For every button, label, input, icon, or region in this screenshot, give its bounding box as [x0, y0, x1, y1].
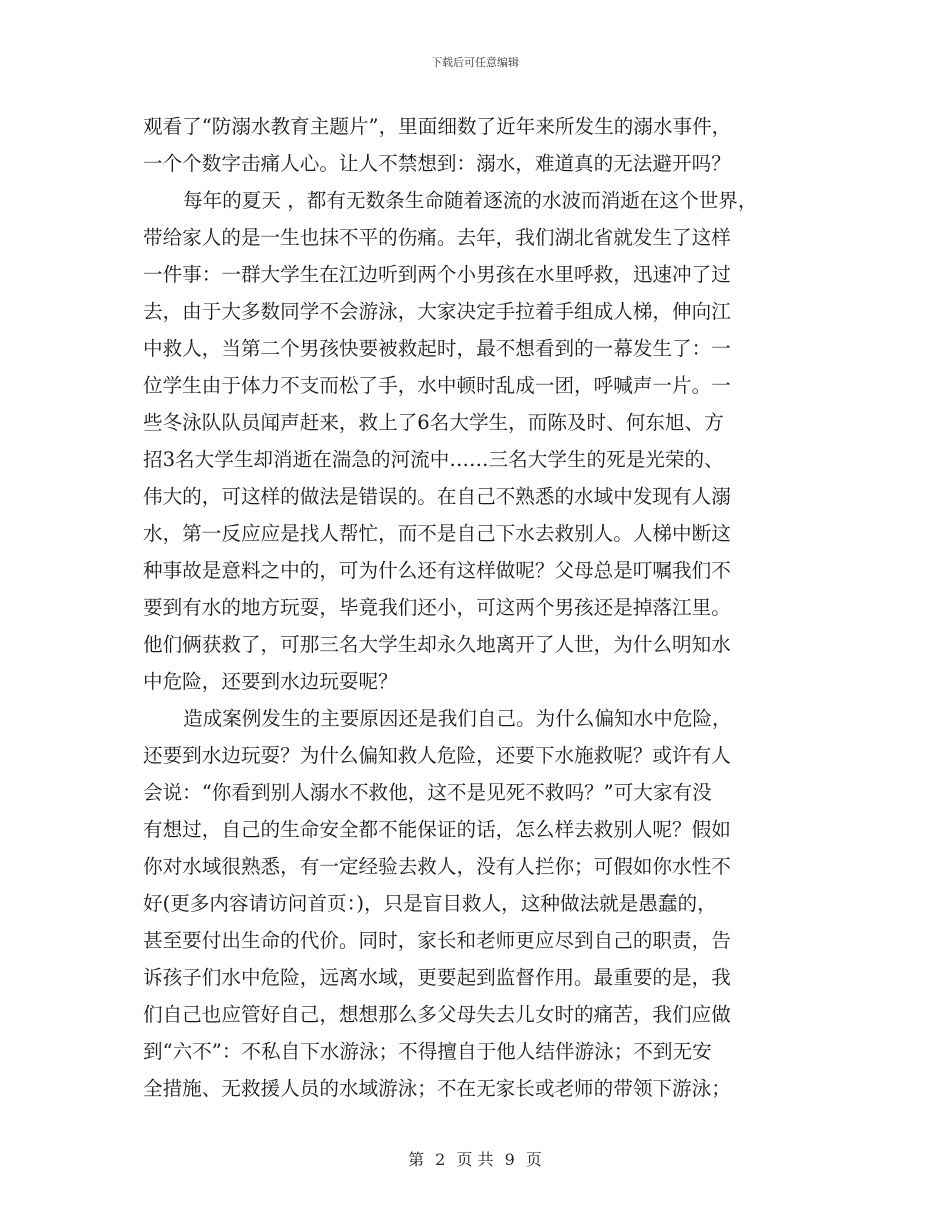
text-line: 还要到水边玩耍？为什么偏知救人危险，还要下水施救呢？或许有人 — [143, 744, 731, 767]
paragraph-start-line: 每年的夏天 ，都有无数条生命随着逐流的水波而消逝在这个世界， — [183, 189, 758, 212]
text-line: 种事故是意料之中的，可为什么还有这样做呢？父母总是叮嘱我们不 — [143, 559, 731, 582]
text-line: 去，由于大多数同学不会游泳，大家决定手拉着手组成人梯，伸向江 — [143, 300, 731, 323]
page-header: 下载后可任意编辑 — [431, 56, 519, 69]
document-body — [143, 108, 803, 1107]
paragraph-start-line: 造成案例发生的主要原因还是我们自己。为什么偏知水中危险， — [183, 707, 732, 730]
text-line: 全措施、无救援人员的水域游泳；不在无家长或老师的带领下游泳； — [143, 1077, 731, 1100]
text-line: 带给家人的是一生也抹不平的伤痛。去年，我们湖北省就发生了这样 — [143, 226, 731, 249]
text-line: 好(更多内容请访问首页：)，只是盲目救人，这种做法就是愚蠢的， — [143, 892, 717, 915]
text-line: 要到有水的地方玩耍，毕竟我们还小，可这两个男孩还是掉落江里。 — [143, 596, 731, 619]
text-line: 一件事：一群大学生在江边听到两个小男孩在水里呼救，迅速冲了过 — [143, 263, 731, 286]
text-line: 甚至要付出生命的代价。同时，家长和老师更应尽到自己的职责，告 — [143, 929, 731, 952]
total-page-number: 9 — [504, 1150, 515, 1169]
text-line: 招3名大学生却消逝在湍急的河流中……三名大学生的死是光荣的、 — [143, 448, 724, 471]
page-footer — [0, 1147, 950, 1170]
text-line: 你对水域很熟悉，有一定经验去救人，没有人拦你；可假如你水性不 — [143, 855, 731, 878]
footer-suffix: 页 — [525, 1150, 542, 1169]
text-line: 位学生由于体力不支而松了手，水中顿时乱成一团，呼喊声一片。一 — [143, 374, 731, 397]
text-line: 伟大的，可这样的做法是错误的。在自己不熟悉的水域中发现有人溺 — [143, 485, 731, 508]
text-line: 诉孩子们水中危险，远离水域，更要起到监督作用。最重要的是，我 — [143, 966, 731, 989]
text-line: 观看了“防溺水教育主题片”，里面细数了近年来所发生的溺水事件， — [143, 115, 732, 138]
current-page-number: 2 — [435, 1150, 446, 1169]
footer-prefix: 第 — [408, 1150, 425, 1169]
text-line: 们自己也应管好自己，想想那么多父母失去儿女时的痛苦，我们应做 — [143, 1003, 731, 1026]
text-line: 水，第一反应应是找人帮忙，而不是自己下水去救别人。人梯中断这 — [143, 522, 731, 545]
text-line: 中危险，还要到水边玩耍呢？ — [143, 670, 398, 693]
text-line: 他们俩获救了，可那三名大学生却永久地离开了人世，为什么明知水 — [143, 633, 731, 656]
text-line: 中救人，当第二个男孩快要被救起时，最不想看到的一幕发生了：一 — [143, 337, 731, 360]
text-line: 些冬泳队队员闻声赶来，救上了6名大学生，而陈及时、何东旭、方 — [143, 411, 724, 434]
text-line: 到“六不”：不私自下水游泳；不得擅自于他人结伴游泳；不到无安 — [143, 1040, 712, 1063]
text-line: 有想过，自己的生命安全都不能保证的话，怎么样去救别人呢？假如 — [143, 818, 731, 841]
text-line: 一个个数字击痛人心。让人不禁想到：溺水，难道真的无法避开吗？ — [143, 152, 731, 175]
text-line: 会说：“你看到别人溺水不救他，这不是见死不救吗？”可大家有没 — [143, 781, 712, 804]
footer-middle: 页 共 — [456, 1150, 494, 1169]
